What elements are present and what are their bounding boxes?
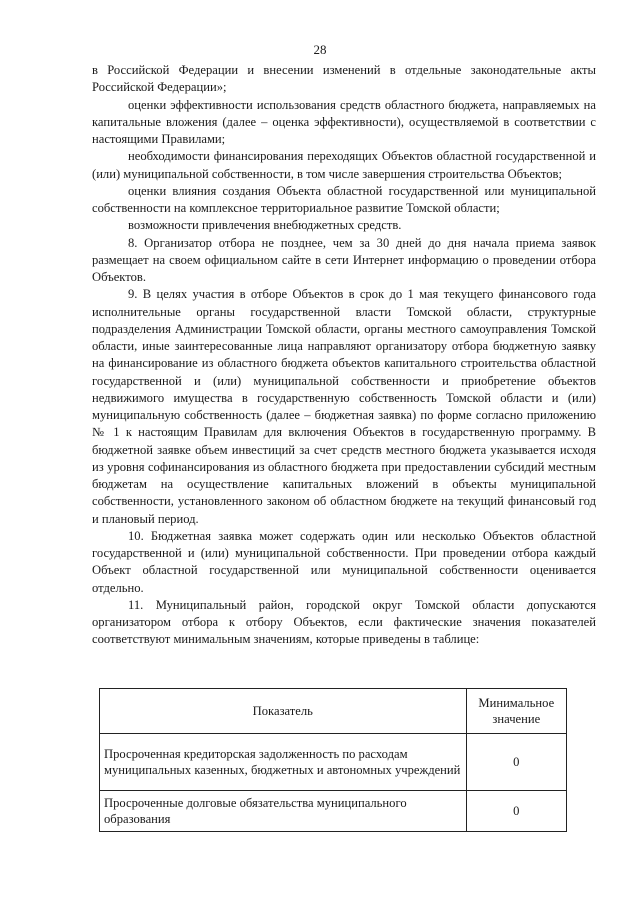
indicator-cell: Просроченная кредиторская задолженность по расходам муниципальных казенных, бюджетных и автономных учреждений [100, 734, 467, 791]
paragraph: необходимости финансирования переходящих Объектов областной государственной и (или) муниципальной собственности, в том числе завершения строительства Объектов; [92, 149, 596, 181]
paragraph: возможности привлечения внебюджетных средств. [128, 218, 402, 233]
paragraph: оценки эффективности использования средств областного бюджета, направляемых на капитальные вложения (далее – оценка эффективности), осуществляемой в соответствии с настоящими Правилами; [92, 97, 596, 146]
document-body [92, 62, 596, 649]
header-min-value: Минимальное значение [466, 689, 566, 734]
table-header-row [100, 689, 567, 734]
paragraph-item-10: 10. Бюджетная заявка может содержать один или несколько Объектов областной государственной и (или) муниципальной собственности. При проведении отбора каждый Объект областной государственной или муниципальной собственности оценивается отдельно. [92, 528, 596, 595]
table-row [100, 791, 567, 832]
indicator-cell: Просроченные долговые обязательства муниципального образования [100, 791, 467, 832]
paragraph: оценки влияния создания Объекта областной государственной или муниципальной собственности на комплексное территориальное развитие Томской области; [92, 183, 596, 215]
paragraph-item-8: 8. Организатор отбора не позднее, чем за 30 дней до дня начала приема заявок размещает на своем официальном сайте в сети Интернет информацию о проведении отбора Объектов. [92, 235, 596, 284]
paragraph-item-11: 11. Муниципальный район, городской округ Томской области допускаются организатором отбора к отбору Объектов, если фактические значения показателей соответствуют минимальным значениям, которые приведены в таблице: [92, 597, 596, 647]
indicators-table [99, 688, 567, 832]
min-value-cell: 0 [466, 791, 566, 832]
min-value-cell: 0 [466, 734, 566, 791]
page-number: 28 [313, 42, 327, 57]
table-row [100, 734, 567, 791]
paragraph: в Российской Федерации и внесении изменений в отдельные законодательные акты Российской Федерации»; [92, 63, 596, 95]
header-indicator: Показатель [100, 689, 467, 734]
paragraph-item-9: 9. В целях участия в отборе Объектов в срок до 1 мая текущего финансового года исполнительные органы государственной власти Томской области, структурные подразделения Администрации Томской области, органы местного самоуправления Томской области, иные заинтересованные лица направляют организатору отбора бюджетную заявку на финансирование из областного бюджета объектов капитального строительства областной государственной и (или) муниципальной собственности и приобретение объектов недвижимого имущества в государственную собственность Томской области и (или) муниципальную собственность (далее – бюджетная заявка) по форме согласно приложению № 1 к настоящим Правилам для включения Объектов в государственную программу. В бюджетной заявке объем инвестиций за счет средств местного бюджета указывается исходя из уровня софинансирования из областного бюджета при предоставлении субсидий местным бюджетам на осуществление капитальных вложений в объекты муниципальной собственности, установленного законом об областном бюджете на текущий финансовый год и плановый период. [92, 287, 596, 526]
